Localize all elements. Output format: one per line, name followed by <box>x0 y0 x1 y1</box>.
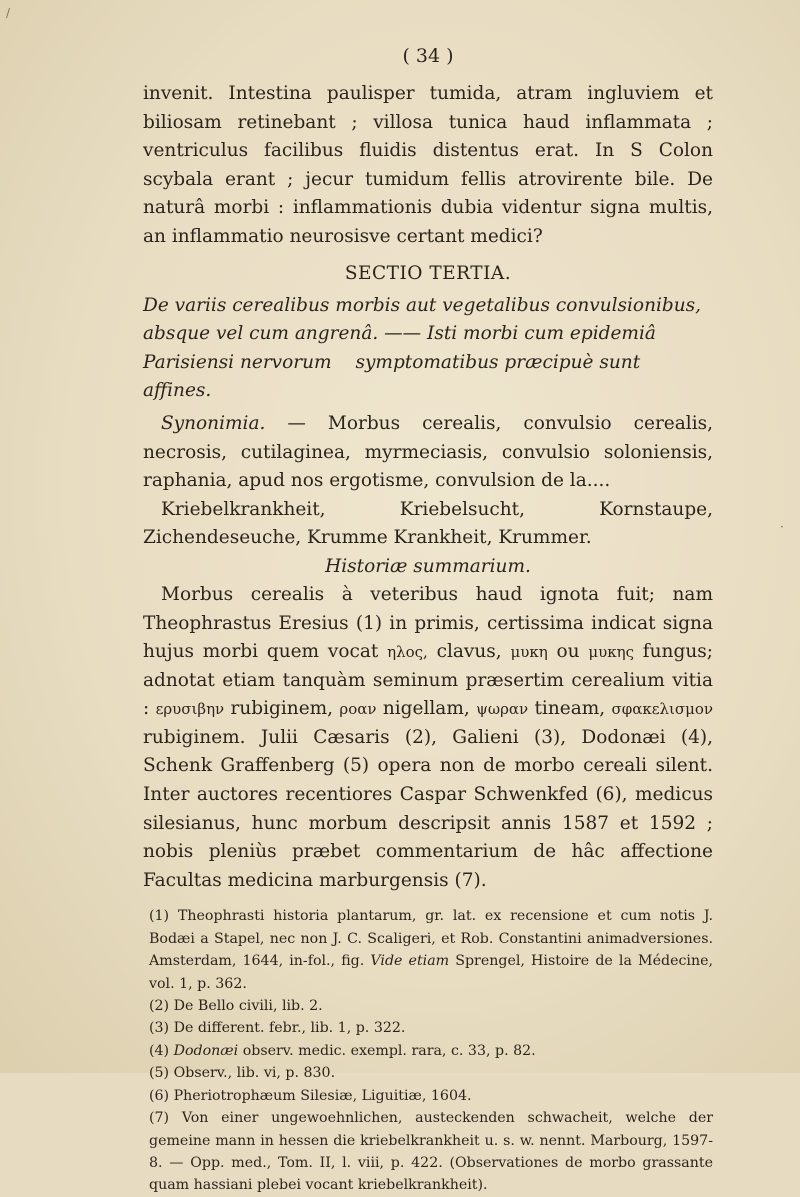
greek-word: μυκη <box>510 643 548 662</box>
footnote-italic: Vide etiam <box>370 953 450 970</box>
greek-word: μυκης <box>588 643 634 662</box>
greek-word: σφακελισμον <box>611 700 714 719</box>
footnote-4 <box>143 1040 713 1062</box>
section-description-line2: symptomatibus præcipuè sunt affines. <box>143 351 641 402</box>
footnote-6: (6) Pheriotrophæum Silesiæ, Liguitiæ, 1604. <box>149 1087 472 1104</box>
greek-word: ροαν <box>339 700 377 719</box>
footnote-5: (5) Observ., lib. vi, p. 830. <box>149 1065 336 1082</box>
historiae-text: clavus, <box>436 641 502 663</box>
footnote-italic: Dodonæi <box>173 1042 239 1059</box>
greek-word: ερυσιβην <box>155 700 225 719</box>
synonimia-text: — Morbus cerealis, convulsio cerealis, necrosis, cutilaginea, myrmeciasis, convulsio soloniensis, raphania, apud nos ergotisme, convulsion de la.... <box>143 412 713 492</box>
footnote-text: observ. medic. exempl. rara, c. 33, p. 82. <box>242 1042 536 1059</box>
historiae-heading: Historiæ summarium. <box>325 555 531 577</box>
section-description <box>143 292 713 406</box>
greek-word: ηλος, <box>387 643 428 662</box>
page-number: ( 34 ) <box>402 45 454 67</box>
historiae-text: rubiginem, <box>230 698 334 720</box>
german-names-paragraph: Kriebelkrankheit, Kriebelsucht, Kornstaupe, Zichendeseuche, Krumme Krankheit, Krummer. <box>143 498 713 549</box>
margin-mark: / <box>6 6 11 20</box>
historiae-paragraph <box>143 581 713 896</box>
section-heading: SECTIO TERTIA. <box>344 262 512 284</box>
footnote-2: (2) De Bello civili, lib. 2. <box>149 998 323 1015</box>
footnote-text: Sprengel, Histoire de la Médecine, vol. 1, p. 362. <box>149 953 713 992</box>
footnote-text: (1) Theophrasti historia plantarum, gr. lat. ex recensione et cum notis J. Bodæi a Stapel, nec non J. C. Scaligeri, et Rob. Constantini animadversiones. Amsterdam, 1644, in-fol., fig. <box>149 908 713 970</box>
footnote-3: (3) De different. febr., lib. 1, p. 322. <box>149 1020 406 1037</box>
section-description-line1: De variis cerealibus morbis aut vegetalibus convulsionibus, absque vel cum angrenâ. —— Isti morbi cum epidemiâ Parisiensi nervorum <box>143 294 702 373</box>
footnotes <box>143 905 713 1196</box>
synonimia-paragraph <box>143 410 713 496</box>
historiae-text: tineam, <box>534 698 606 720</box>
historiae-text: ou <box>556 641 580 663</box>
historiae-text: fungus; adnotat etiam tanquàm seminum præsertim cerealium vitia : <box>143 641 713 720</box>
historiae-text: nigellam, <box>382 698 470 720</box>
margin-mark: · <box>780 520 784 534</box>
footnote-1 <box>143 905 713 995</box>
footnote-7: (7) Von einer ungewoehnlichen, austeckenden schwacheit, welche der gemeine mann in hessen die kriebelkrankheit u. s. w. nennt. Marbourg, 1597-8. — Opp. med., Tom. II, l. viii, p. 422. (Observationes de morbo grassante quam hassiani plebei vocant kriebelkrankheit). <box>149 1110 713 1194</box>
paragraph-autopsy: invenit. Intestina paulisper tumida, atram ingluviem et biliosam retinebant ; villosa tunica haud inflammata ; ventriculus facilibus fluidis distentus erat. In S Colon scybala erant ; jecur tumidum fellis atrovirente bile. De naturâ morbi : inflammationis dubia videntur signa multis, an inflammatio neurosisve certant medici? <box>143 83 713 247</box>
historiae-text: Morbus cerealis à veteribus haud ignota fuit; nam Theophrastus Eresius (1) in primis, certissima indicat signa hujus morbi quem vocat <box>143 583 713 663</box>
page-content <box>143 40 713 1197</box>
greek-word: ψωραν <box>476 700 529 719</box>
footnote-number: (4) <box>149 1042 170 1059</box>
synonimia-label: Synonimia. <box>161 412 266 434</box>
historiae-text: rubiginem. Julii Cæsaris (2), Galieni (3), Dodonæi (4), Schenk Graffenberg (5) opera non de morbo cereali silent. Inter auctores recentiores Caspar Schwenkfed (6), medicus silesianus, hunc morbum descripsit annis 1587 et 1592 ; nobis pleniùs præbet commentarium de hâc affectione Facultas medicina marburgensis (7). <box>143 726 713 891</box>
